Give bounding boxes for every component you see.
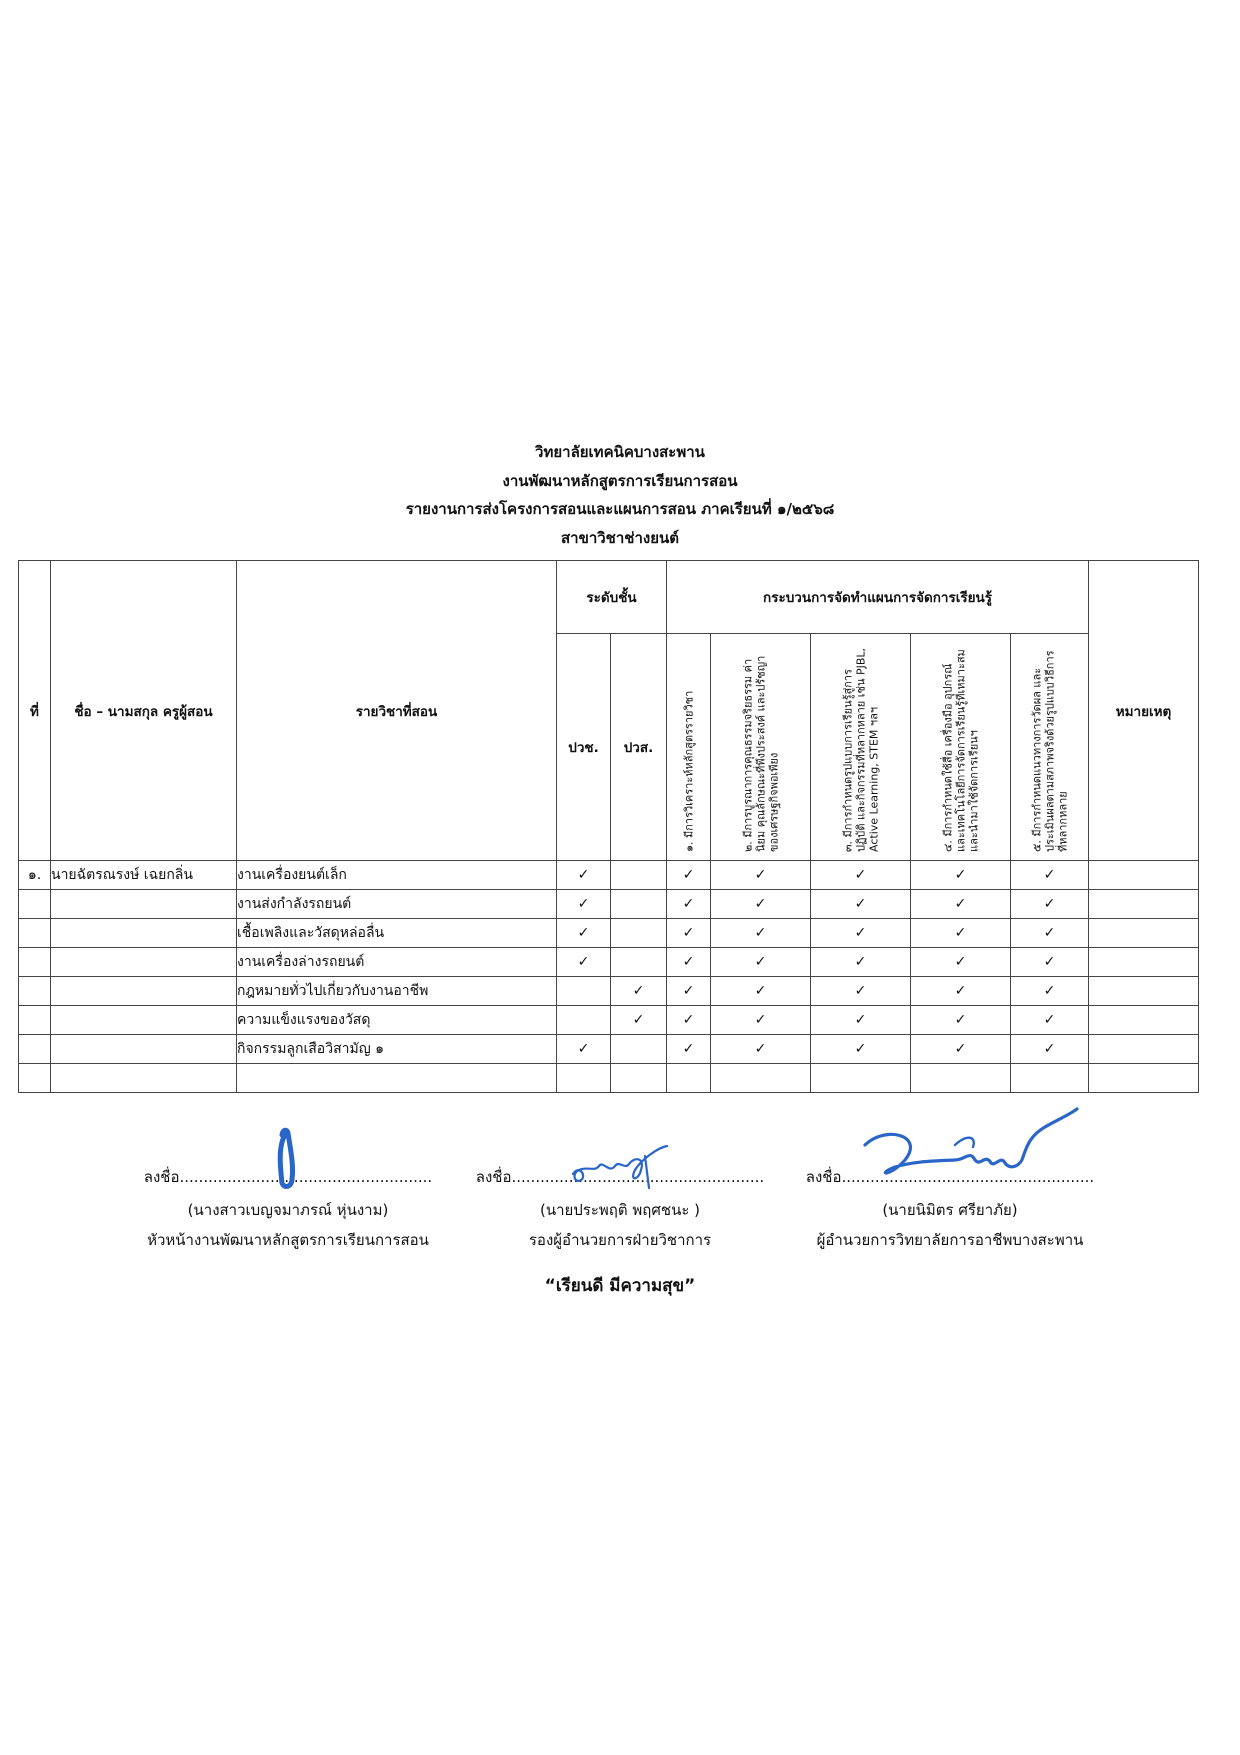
program-name: สาขาวิชาช่างยนต์	[561, 528, 679, 547]
subject-name	[237, 1064, 557, 1093]
process-2-check: ✓	[711, 1006, 811, 1035]
teacher-name	[51, 890, 237, 919]
row-number	[19, 977, 51, 1006]
process-1-check: ✓	[667, 948, 711, 977]
header-no: ที่	[19, 561, 51, 861]
process-3-check: ✓	[811, 1006, 911, 1035]
level-pvc-cell	[557, 977, 611, 1006]
table-row	[19, 977, 1199, 1006]
process-1-check	[667, 1064, 711, 1093]
process-2-check	[711, 1064, 811, 1093]
header-process: กระบวนการจัดทำแผนการจัดการเรียนรู้	[667, 561, 1089, 634]
teacher-name	[51, 919, 237, 948]
process-5-check: ✓	[1011, 1035, 1089, 1064]
level-pvs-cell: ✓	[611, 977, 667, 1006]
process-1-check: ✓	[667, 890, 711, 919]
level-pvc-cell: ✓	[557, 861, 611, 890]
signer-name: (นายนิมิตร ศรียาภัย)	[882, 1201, 1018, 1219]
teacher-name	[51, 977, 237, 1006]
process-5-check: ✓	[1011, 861, 1089, 890]
table-row	[19, 1035, 1199, 1064]
level-pvc-cell: ✓	[557, 948, 611, 977]
table-row	[19, 890, 1199, 919]
level-pvs-cell	[611, 919, 667, 948]
row-number	[19, 948, 51, 977]
process-1-check: ✓	[667, 1035, 711, 1064]
process-1-check: ✓	[667, 861, 711, 890]
process-1-check: ✓	[667, 919, 711, 948]
header-level: ระดับชั้น	[557, 561, 667, 634]
remark-cell	[1089, 948, 1199, 977]
remark-cell	[1089, 1064, 1199, 1093]
subject-name: งานส่งกำลังรถยนต์	[237, 890, 557, 919]
process-2-check: ✓	[711, 861, 811, 890]
header-remark: หมายเหตุ	[1089, 561, 1199, 861]
process-3-check: ✓	[811, 890, 911, 919]
signer-title: หัวหน้างานพัฒนาหลักสูตรการเรียนการสอน	[147, 1231, 429, 1249]
college-motto: “เรียนดี มีความสุข”	[544, 1276, 696, 1296]
subject-name: งานเครื่องล่างรถยนต์	[237, 948, 557, 977]
signer-title: รองผู้อำนวยการฝ่ายวิชาการ	[528, 1231, 712, 1249]
teacher-name: นายฉัตรณรงษ์ เฉยกลิ่น	[51, 861, 237, 890]
process-5-check: ✓	[1011, 890, 1089, 919]
process-4-check: ✓	[911, 1006, 1011, 1035]
header-process-4: ๔. มีการกำหนดใช้สื่อ เครื่องมือ อุปกรณ์ และเทคโนโลยีการจัดการเรียนรู้ที่เหมาะสม และนำมาใช้จัดการเรียนฯ	[911, 634, 1011, 861]
process-2-check: ✓	[711, 948, 811, 977]
subject-name: กิจกรรมลูกเสือวิสามัญ ๑	[237, 1035, 557, 1064]
row-number	[19, 1035, 51, 1064]
college-name: วิทยาลัยเทคนิคบางสะพาน	[535, 443, 705, 461]
remark-cell	[1089, 919, 1199, 948]
process-3-check: ✓	[811, 1035, 911, 1064]
process-4-check: ✓	[911, 1035, 1011, 1064]
level-pvc-cell	[557, 1064, 611, 1093]
process-3-check: ✓	[811, 977, 911, 1006]
level-pvs-cell	[611, 861, 667, 890]
remark-cell	[1089, 861, 1199, 890]
process-2-check: ✓	[711, 890, 811, 919]
subject-name: ความแข็งแรงของวัสดุ	[237, 1006, 557, 1035]
table-row	[19, 1064, 1199, 1093]
signature-scribble	[845, 1105, 1085, 1195]
document-header	[0, 438, 1240, 552]
signature-block-director	[780, 1165, 1120, 1255]
level-pvc-cell: ✓	[557, 919, 611, 948]
level-pvs-cell	[611, 890, 667, 919]
level-pvc-cell: ✓	[557, 1035, 611, 1064]
level-pvs-cell	[611, 1064, 667, 1093]
header-process-2: ๒. มีการบูรณาการคุณธรรมจริยธรรม ค่านิยม คุณลักษณะที่พึงประสงค์ และปรัชญาของเศรษฐกิจพอเพียง	[711, 634, 811, 861]
table-row	[19, 861, 1199, 890]
signature-line: ลงชื่อ.....................................................	[805, 1168, 1095, 1186]
process-3-check: ✓	[811, 861, 911, 890]
signer-name: (นายประพฤติ พฤศชนะ )	[539, 1201, 701, 1219]
process-4-check	[911, 1064, 1011, 1093]
teacher-name	[51, 948, 237, 977]
signature-line: ลงชื่อ.....................................................	[143, 1168, 433, 1186]
header-process-3: ๓. มีการกำหนดรูปแบบการเรียนรู้สู่การปฏิบัติ และกิจกรรมที่หลากหลาย เช่น PJBL, Active Learning, STEM ฯลฯ	[811, 634, 911, 861]
header-process-5: ๕. มีการกำหนดแนวทางการวัดผล และประเมินผลตามสภาพจริงด้วยรูปแบบวิธีการ ที่หลากหลาย	[1011, 634, 1089, 861]
subject-name: กฎหมายทั่วไปเกี่ยวกับงานอาชีพ	[237, 977, 557, 1006]
process-5-check: ✓	[1011, 948, 1089, 977]
header-teacher-name: ชื่อ – นามสกุล ครูผู้สอน	[51, 561, 237, 861]
level-pvs-cell: ✓	[611, 1006, 667, 1035]
teacher-name	[51, 1064, 237, 1093]
header-level-pvs: ปวส.	[611, 634, 667, 861]
process-5-check	[1011, 1064, 1089, 1093]
table-row	[19, 1006, 1199, 1035]
process-4-check: ✓	[911, 977, 1011, 1006]
signature-block-deputy-director	[450, 1165, 790, 1255]
row-number: ๑.	[19, 861, 51, 890]
process-3-check	[811, 1064, 911, 1093]
level-pvc-cell	[557, 1006, 611, 1035]
subject-name: งานเครื่องยนต์เล็ก	[237, 861, 557, 890]
process-3-check: ✓	[811, 919, 911, 948]
row-number	[19, 1064, 51, 1093]
process-4-check: ✓	[911, 890, 1011, 919]
level-pvs-cell	[611, 948, 667, 977]
signer-name: (นางสาวเบญจมาภรณ์ หุ่นงาม)	[187, 1201, 389, 1219]
remark-cell	[1089, 890, 1199, 919]
process-5-check: ✓	[1011, 1006, 1089, 1035]
table-row	[19, 948, 1199, 977]
row-number	[19, 890, 51, 919]
remark-cell	[1089, 1035, 1199, 1064]
header-level-pvc: ปวช.	[557, 634, 611, 861]
header-process-1: ๑. มีการวิเคราะห์หลักสูตรรายวิชา	[667, 634, 711, 861]
signature-line: ลงชื่อ.....................................................	[475, 1168, 765, 1186]
row-number	[19, 1006, 51, 1035]
process-2-check: ✓	[711, 919, 811, 948]
process-4-check: ✓	[911, 948, 1011, 977]
process-2-check: ✓	[711, 977, 811, 1006]
remark-cell	[1089, 1006, 1199, 1035]
signature-block-curriculum-head	[118, 1165, 458, 1255]
process-1-check: ✓	[667, 1006, 711, 1035]
report-title: รายงานการส่งโครงการสอนและแผนการสอน ภาคเรียนที่ ๑/๒๕๖๘	[405, 500, 835, 518]
row-number	[19, 919, 51, 948]
level-pvs-cell	[611, 1035, 667, 1064]
teacher-name	[51, 1035, 237, 1064]
signer-title: ผู้อำนวยการวิทยาลัยการอาชีพบางสะพาน	[816, 1231, 1084, 1249]
header-subject: รายวิชาที่สอน	[237, 561, 557, 861]
submission-table	[18, 560, 1199, 1093]
process-3-check: ✓	[811, 948, 911, 977]
level-pvc-cell: ✓	[557, 890, 611, 919]
table-row	[19, 919, 1199, 948]
process-4-check: ✓	[911, 919, 1011, 948]
process-2-check: ✓	[711, 1035, 811, 1064]
process-4-check: ✓	[911, 861, 1011, 890]
process-1-check: ✓	[667, 977, 711, 1006]
process-5-check: ✓	[1011, 977, 1089, 1006]
signature-scribble	[565, 1140, 685, 1190]
signature-scribble	[268, 1125, 308, 1195]
subject-name: เชื้อเพลิงและวัสดุหล่อลื่น	[237, 919, 557, 948]
teacher-name	[51, 1006, 237, 1035]
remark-cell	[1089, 977, 1199, 1006]
process-5-check: ✓	[1011, 919, 1089, 948]
department-name: งานพัฒนาหลักสูตรการเรียนการสอน	[502, 471, 738, 490]
